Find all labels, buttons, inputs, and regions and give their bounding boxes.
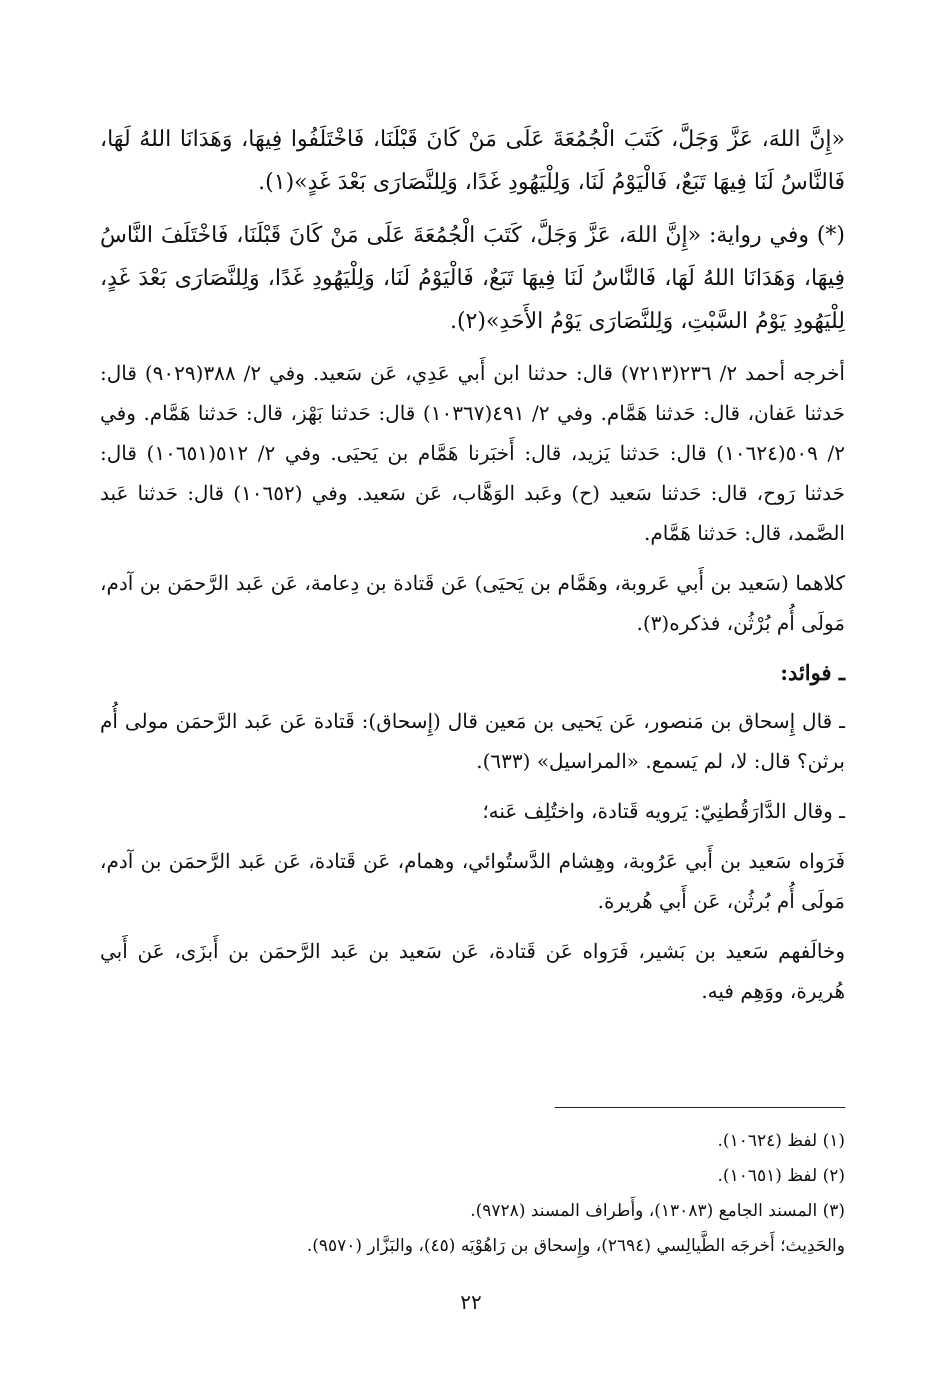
footnote-3-continued: والحَدِيث؛ أَخرجَه الطَّيالِسي (٢٦٩٤)، وإِسحاق بن رَاهُوْيَه (٤٥)، والبَزَّار (٩٥٧٠). — [306, 1236, 845, 1256]
takhrij-paragraph: أخرجه أحمد ٢/ ٢٣٦(٧٢١٣) قال: حدثنا ابن أَبي عَدِي، عَن سَعيد. وفي ٢/ ٣٨٨(٩٠٢٩) قال: حَدثنا عَفان، قال: حَدثنا هَمَّام. وفي ٢/ ٤٩١(١٠٣٦٧) قال: حَدثنا بَهْز، قال: حَدثنا هَمَّام. وفي ٢/ ٥٠٩(١٠٦٢٤) قال: حَدثنا يَزيد، قال: أَخبَرنا هَمَّام بن يَحيَى. وفي ٢/ ٥١٢(١٠٦٥١) قال: حَدثنا رَوح، قال: حَدثنا سَعيد (ح) وعَبد الوَهَّاب، عَن سَعيد. وفي (١٠٦٥٢) قال: حَدثنا عَبد الصَّمد، قال: حَدثنا هَمَّام. — [100, 361, 845, 545]
benefits-heading: ـ فوائد: — [780, 660, 845, 685]
footnote-2: (٢) لفظ (١٠٦٥١). — [717, 1166, 845, 1186]
footnote-1: (١) لفظ (١٠٦٢٤). — [717, 1131, 845, 1151]
hadith-variant-text: (*) وفي رواية: «إِنَّ اللهَ، عَزَّ وَجَلَّ، كَتَبَ الْجُمُعَةَ عَلَى مَنْ كَانَ قَبْلَنَا، فَاخْتَلَفَ النَّاسُ فِيهَا، وَهَدَانَا اللهُ لَهَا، فَالنَّاسُ لَنَا فِيهَا تَبَعٌ، فَالْيَوْمُ لَنَا، وَلِلْيَهُودِ غَدًا، وَلِلنَّصَارَى بَعْدَ غَدٍ، لِلْيَهُودِ يَوْمُ السَّبْتِ، وَلِلنَّصَارَى يَوْمُ الأَحَدِ»(٢). — [100, 223, 845, 334]
footnotes — [100, 1124, 845, 1264]
narration-path-2: وخالَفهم سَعيد بن بَشير، فَرَواه عَن قَتادة، عَن سَعيد بن عَبد الرَّحمَن بن أَبزَى، عَن أَبي هُريرة، ووَهِم فيه. — [100, 939, 845, 1003]
page-number: ٢٢ — [460, 1290, 482, 1314]
main-text — [100, 118, 845, 1021]
footnote-separator — [555, 1107, 845, 1108]
benefit-ibn-maeen: ـ قال إِسحاق بن مَنصور، عَن يَحيى بن مَعين قال (إِسحاق): قَتادة عَن عَبد الرَّحمَن مولى أُم برثن؟ قال: لا، لم يَسمع. «المراسيل» (٦٣٣). — [100, 709, 845, 773]
narration-path-1: فَرَواه سَعيد بن أَبي عَرُوبة، وهِشام الدَّستُوائي، وهمام، عَن قَتادة، عَن عَبد الرَّحمَن بن آدم، مَولَى أُم بُرثُن، عَن أَبي هُريرة. — [100, 849, 846, 913]
benefit-daraqutni: ـ وقال الدَّارَقُطنِيّ: يَرويه قَتادة، واختُلِف عَنه؛ — [482, 799, 845, 823]
isnad-summary: كلاهما (سَعيد بن أَبي عَروبة، وهَمَّام بن يَحيَى) عَن قَتادة بن دِعامة، عَن عَبد الرَّحمَن بن آدم، مَولَى أُم بُرْثُن، فذكره(٣). — [100, 571, 845, 635]
hadith-text: «إِنَّ اللهَ، عَزَّ وَجَلَّ، كَتَبَ الْجُمُعَةَ عَلَى مَنْ كَانَ قَبْلَنَا، فَاخْتَلَفُوا فِيهَا، وَهَدَانَا اللهُ لَهَا، فَالنَّاسُ لَنَا فِيهَا تَبَعٌ، فَالْيَوْمُ لَنَا، وَلِلْيَهُودِ غَدًا، وَلِلنَّصَارَى بَعْدَ غَدٍ»(١). — [100, 127, 845, 195]
footnote-3: (٣) المسند الجامع (١٣٠٨٣)، وأَطراف المسند (٩٧٢٨). — [470, 1201, 845, 1221]
